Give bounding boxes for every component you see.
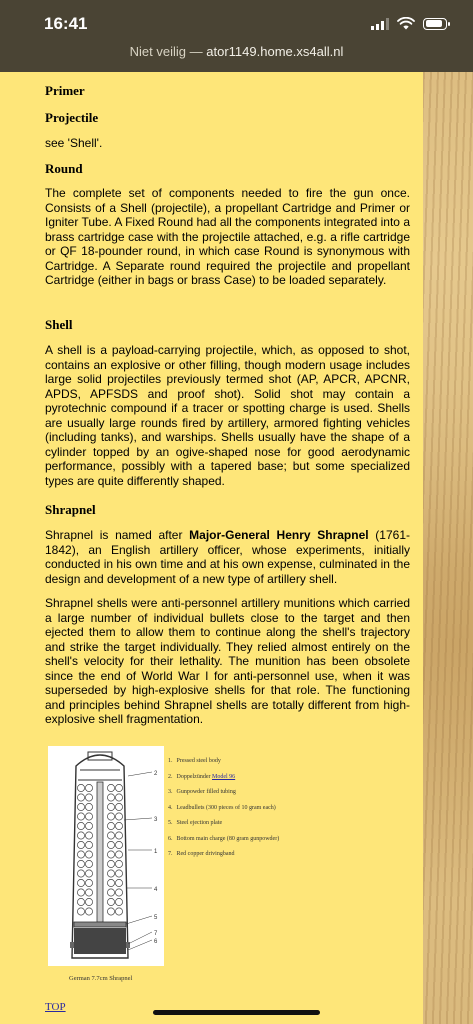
- bullet: [115, 841, 122, 848]
- diagram-legend: [168, 758, 279, 867]
- bullet: [107, 803, 114, 810]
- bullet: [115, 784, 122, 791]
- bullet: [77, 879, 84, 886]
- bullet: [85, 813, 92, 820]
- parchment-side-strip: [423, 72, 473, 1024]
- heading-round: Round: [45, 161, 83, 176]
- heading-primer: Primer: [45, 83, 85, 98]
- url-separator: —: [189, 44, 203, 59]
- bullet: [85, 898, 92, 905]
- bullet: [77, 794, 84, 801]
- bullet: [107, 851, 114, 858]
- legend-item: [168, 836, 279, 852]
- figure-caption: German 7.7cm Shrapnel: [69, 975, 133, 982]
- bullet: [115, 822, 122, 829]
- legend-item: [168, 789, 279, 805]
- bullet: [85, 841, 92, 848]
- legend-item: [168, 774, 279, 790]
- cellular-signal-icon: [371, 18, 389, 30]
- bullet: [85, 832, 92, 839]
- shell-cross-section: [48, 746, 164, 966]
- bullet: [77, 908, 84, 915]
- bullet: [77, 851, 84, 858]
- bullet: [115, 879, 122, 886]
- callout-2: 2: [154, 771, 158, 777]
- henry-shrapnel-name: Major-General Henry Shrapnel: [189, 528, 369, 542]
- bullet: [115, 832, 122, 839]
- status-time: 16:41: [44, 14, 88, 33]
- legend-text: Gunpowder filled tubing: [176, 789, 236, 795]
- legend-number: 2.: [168, 773, 173, 780]
- shrapnel-description: Shrapnel shells were anti-personnel artillery munitions which carried a large number of individual bullets close to the target and then ejected them to allow them to continue along the shell's trajectory and strike the target individually. They relied almost entirely on the shell's velocity for their lethality. The munition has been obsolete since the end of World War I for anti-personnel use, when it was superseded by high-explosive shells for that role. The functioning and principles behind Shrapnel shells are totally different from high-explosive shell fragmentation.: [45, 596, 410, 726]
- bullet: [85, 851, 92, 858]
- bullet: [115, 851, 122, 858]
- bullet: [115, 898, 122, 905]
- bullet: [107, 794, 114, 801]
- heading-projectile: Projectile: [45, 110, 99, 125]
- bullet: [85, 794, 92, 801]
- callout-4: 4: [154, 887, 158, 893]
- address-bar[interactable]: [0, 44, 473, 59]
- bullet: [77, 813, 84, 820]
- bullet: [107, 832, 114, 839]
- legend-item: [168, 758, 279, 774]
- bullet: [115, 870, 122, 877]
- legend-number: 5.: [168, 820, 173, 826]
- bullet: [115, 860, 122, 867]
- bullet: [85, 822, 92, 829]
- bullet: [107, 870, 114, 877]
- bullet: [85, 908, 92, 915]
- shrapnel-intro-end: (1761-1842), an English artillery officer, whose experiments, initially conducted in his own time and at his own expense, culminated in the design and development of a new type of artillery shell.: [45, 528, 410, 586]
- bullet: [77, 822, 84, 829]
- callout-5: 5: [154, 915, 158, 921]
- bullet: [77, 898, 84, 905]
- legend-text: Doppelzünder: [176, 773, 212, 780]
- legend-item: [168, 805, 279, 821]
- url-host: ator1149.home.xs4all.nl: [206, 44, 344, 59]
- legend-text: Leadbullets (300 pieces of 10 gram each): [176, 804, 276, 811]
- callout-6: 6: [154, 939, 158, 945]
- shrapnel-intro: [45, 528, 410, 586]
- callout-1: 1: [154, 849, 158, 855]
- top-link[interactable]: TOP: [45, 1001, 66, 1013]
- legend-number: 7.: [168, 851, 173, 857]
- bullet: [107, 822, 114, 829]
- bullet: [77, 841, 84, 848]
- legend-number: 6.: [168, 835, 173, 842]
- legend-number: 3.: [168, 789, 173, 795]
- model-96-link[interactable]: Model 96: [212, 773, 236, 780]
- bullet: [77, 784, 84, 791]
- bullet: [85, 784, 92, 791]
- bullet: [85, 889, 92, 896]
- legend-item: [168, 851, 279, 867]
- callout-7: 7: [154, 931, 158, 937]
- home-indicator[interactable]: [153, 1010, 320, 1015]
- battery-icon: [423, 18, 447, 30]
- bullet: [107, 784, 114, 791]
- legend-number: 1.: [168, 758, 173, 764]
- bullet: [115, 889, 122, 896]
- legend-text: Red copper drivingband: [176, 851, 235, 857]
- shell-text: A shell is a payload-carrying projectile, which, as opposed to shot, contains an explosive or other filling, though modern usage includes large solid projectiles previously termed shot (AP, APCR, APCNR, APDS, APFSDS and proof shot). Solid shot may contain a pyrotechnic compound if a tracer or spotting charge is used. Shells are usually large rounds fired by artillery, armored fighting vehicles (including tanks), and warships. Shells usually have the shape of a cylinder topped by an ogive-shaped nose for good aerodynamic performance, possibly with a tapered base; but some specialized types are quite differently shaped.: [45, 343, 410, 488]
- bullet: [85, 860, 92, 867]
- shrapnel-intro-start: Shrapnel is named after: [45, 528, 190, 542]
- bullet: [107, 879, 114, 886]
- status-icons: [371, 17, 447, 30]
- shrapnel-shell-diagram: [48, 746, 164, 966]
- bullet: [115, 794, 122, 801]
- legend-text: Bottom main charge (80 gram gunpowder): [176, 835, 280, 842]
- bullet: [85, 870, 92, 877]
- legend-text: Pressed steel body: [176, 758, 221, 764]
- bullet: [77, 803, 84, 810]
- bullet: [107, 860, 114, 867]
- browser-top-bar: [0, 0, 473, 72]
- legend-item: [168, 820, 279, 836]
- legend-number: 4.: [168, 804, 173, 811]
- bullet: [107, 841, 114, 848]
- bullet: [77, 889, 84, 896]
- bullet: [107, 898, 114, 905]
- bullet: [77, 870, 84, 877]
- projectile-text: see 'Shell'.: [45, 136, 103, 150]
- wifi-icon: [397, 17, 415, 30]
- bullet: [107, 813, 114, 820]
- page-content: [0, 72, 423, 1024]
- bullet: [115, 813, 122, 820]
- callout-3: 3: [154, 817, 158, 823]
- round-text: The complete set of components needed to fire the gun once. Consists of a Shell (projectile), a propellant Cartridge and Primer or Igniter Tube. A Fixed Round had all the components integrated into a brass cartridge case with the projectile attached, e.g. a rifle cartridge or QF 18-pounder round, in which case Round is synonymous with Cartridge. A Separate round required the projectile and propellant Cartridge (either in bags or brass Case) to be loaded separately.: [45, 186, 410, 287]
- bullet: [115, 908, 122, 915]
- bullet: [85, 803, 92, 810]
- bullet: [77, 832, 84, 839]
- bullet: [115, 803, 122, 810]
- security-label: Niet veilig: [129, 44, 187, 59]
- heading-shell: Shell: [45, 317, 73, 332]
- heading-shrapnel: Shrapnel: [45, 502, 96, 517]
- bullet: [107, 908, 114, 915]
- legend-text: Steel ejection plate: [176, 820, 223, 826]
- bullet: [77, 860, 84, 867]
- bullet: [107, 889, 114, 896]
- bullet: [85, 879, 92, 886]
